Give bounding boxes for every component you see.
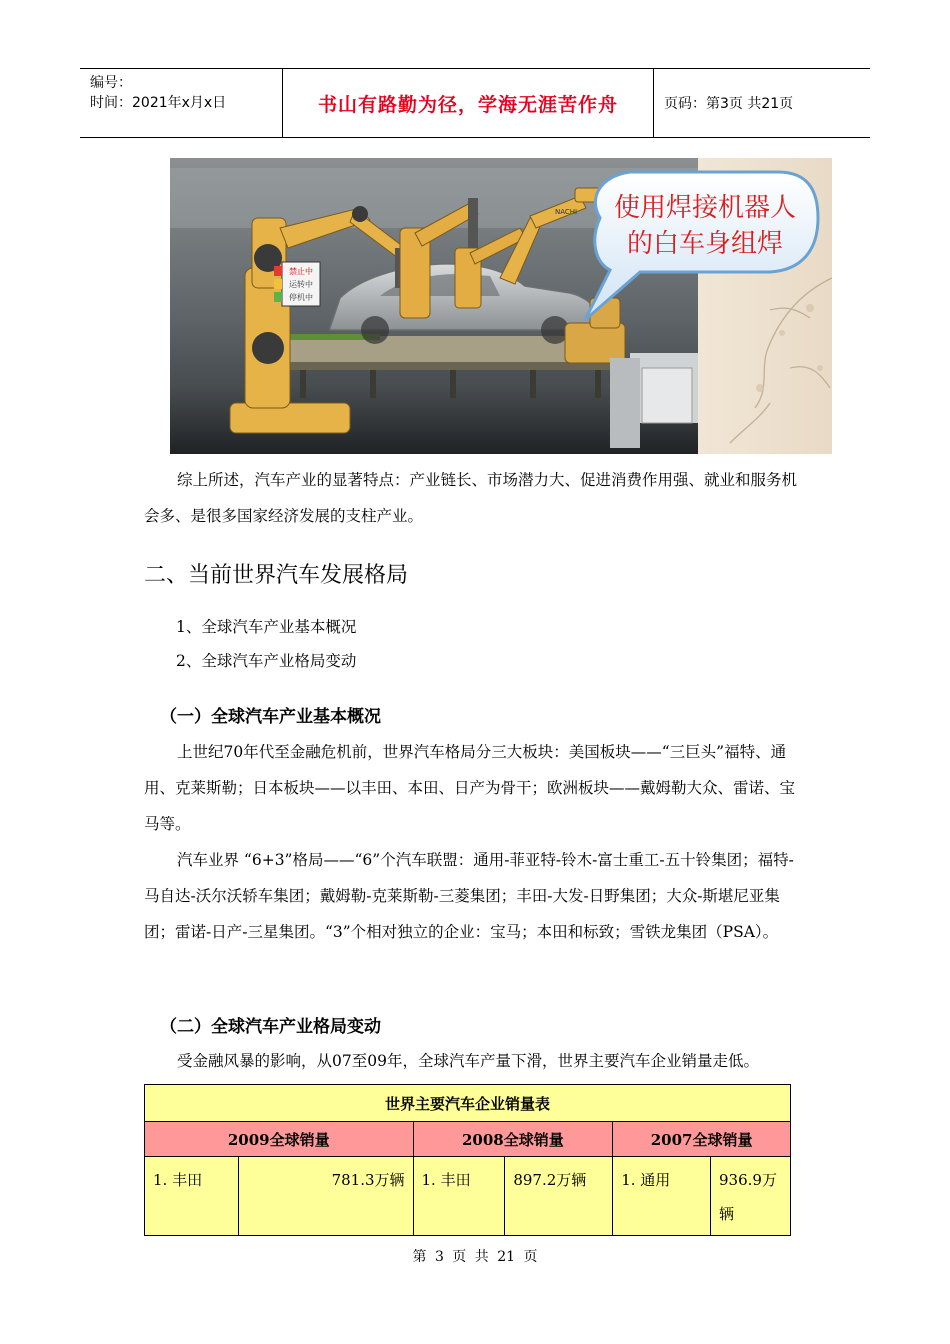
sales-table bbox=[144, 1084, 791, 1236]
table-cell: 1. 丰田 bbox=[413, 1157, 505, 1236]
table-cell: 1. 丰田 bbox=[145, 1157, 239, 1236]
subsection-1-paragraph-2: 汽车业界 “6+3”格局——“6”个汽车联盟：通用-菲亚特-铃木-富士重工-五十铃集团；福特-马自达-沃尔沃轿车集团；戴姆勒-克莱斯勒-三菱集团；丰田-大发-日野集团；大众-斯堪尼亚集团；雷诺-日产-三星集团。“3”个相对独立的企业：宝马；本田和标致；雪铁龙集团（PSA）。 bbox=[144, 851, 794, 941]
page-footer: 第 3 页 共 21 页 bbox=[412, 1249, 538, 1265]
header-meta bbox=[80, 69, 282, 137]
header-time-label: 时间：2021年x月x日 bbox=[90, 95, 227, 111]
header-number-label: 编号： bbox=[90, 75, 132, 91]
table-title: 世界主要汽车企业销量表 bbox=[145, 1085, 791, 1122]
welding-robot-photo bbox=[170, 158, 832, 454]
page-header bbox=[80, 68, 870, 138]
table-header-2008: 2008全球销量 bbox=[413, 1122, 613, 1157]
summary-paragraph: 综上所述，汽车产业的显著特点：产业链长、市场潜力大、促进消费作用强、就业和服务机会多、是很多国家经济发展的支柱产业。 bbox=[144, 471, 798, 525]
subsection-2-paragraph-1: 受金融风暴的影响，从07至09年，全球汽车产量下滑，世界主要汽车企业销量走低。 bbox=[177, 1052, 759, 1070]
table-cell: 936.9万辆 bbox=[711, 1157, 791, 1236]
sign-line-1: 禁止中 bbox=[289, 267, 313, 276]
toc-item-2: 2、全球汽车产业格局变动 bbox=[176, 652, 357, 670]
callout-line-2: 的白车身组焊 bbox=[626, 229, 784, 259]
table-header-row bbox=[145, 1122, 791, 1157]
sign-line-2: 运转中 bbox=[289, 280, 313, 289]
table-cell: 1. 通用 bbox=[613, 1157, 711, 1236]
header-page-info: 页码：第3页 共21页 bbox=[664, 96, 794, 112]
toc-item-1: 1、全球汽车产业基本概况 bbox=[176, 618, 357, 636]
robot-brand-label: NACHI bbox=[555, 208, 578, 216]
table-header-2007: 2007全球销量 bbox=[613, 1122, 791, 1157]
header-motto: 书山有路勤为径，学海无涯苦作舟 bbox=[282, 69, 654, 137]
section-title: 二、当前世界汽车发展格局 bbox=[144, 563, 409, 588]
sign-line-3: 停机中 bbox=[289, 293, 313, 302]
table-cell: 897.2万辆 bbox=[505, 1157, 613, 1236]
table-cell: 781.3万辆 bbox=[238, 1157, 413, 1236]
table-header-2009: 2009全球销量 bbox=[145, 1122, 414, 1157]
subsection-1-title: （一）全球汽车产业基本概况 bbox=[160, 707, 381, 727]
subsection-1-paragraph-1: 上世纪70年代至金融危机前，世界汽车格局分三大板块：美国板块——“三巨头”福特、通用、克莱斯勒；日本板块——以丰田、本田、日产为骨干；欧洲板块——戴姆勒大众、雷诺、宝马等。 bbox=[144, 743, 796, 833]
callout-line-1: 使用焊接机器人 bbox=[613, 193, 797, 223]
subsection-2-title: （二）全球汽车产业格局变动 bbox=[160, 1017, 381, 1037]
table-title-row bbox=[145, 1085, 791, 1122]
table-row bbox=[145, 1157, 791, 1236]
